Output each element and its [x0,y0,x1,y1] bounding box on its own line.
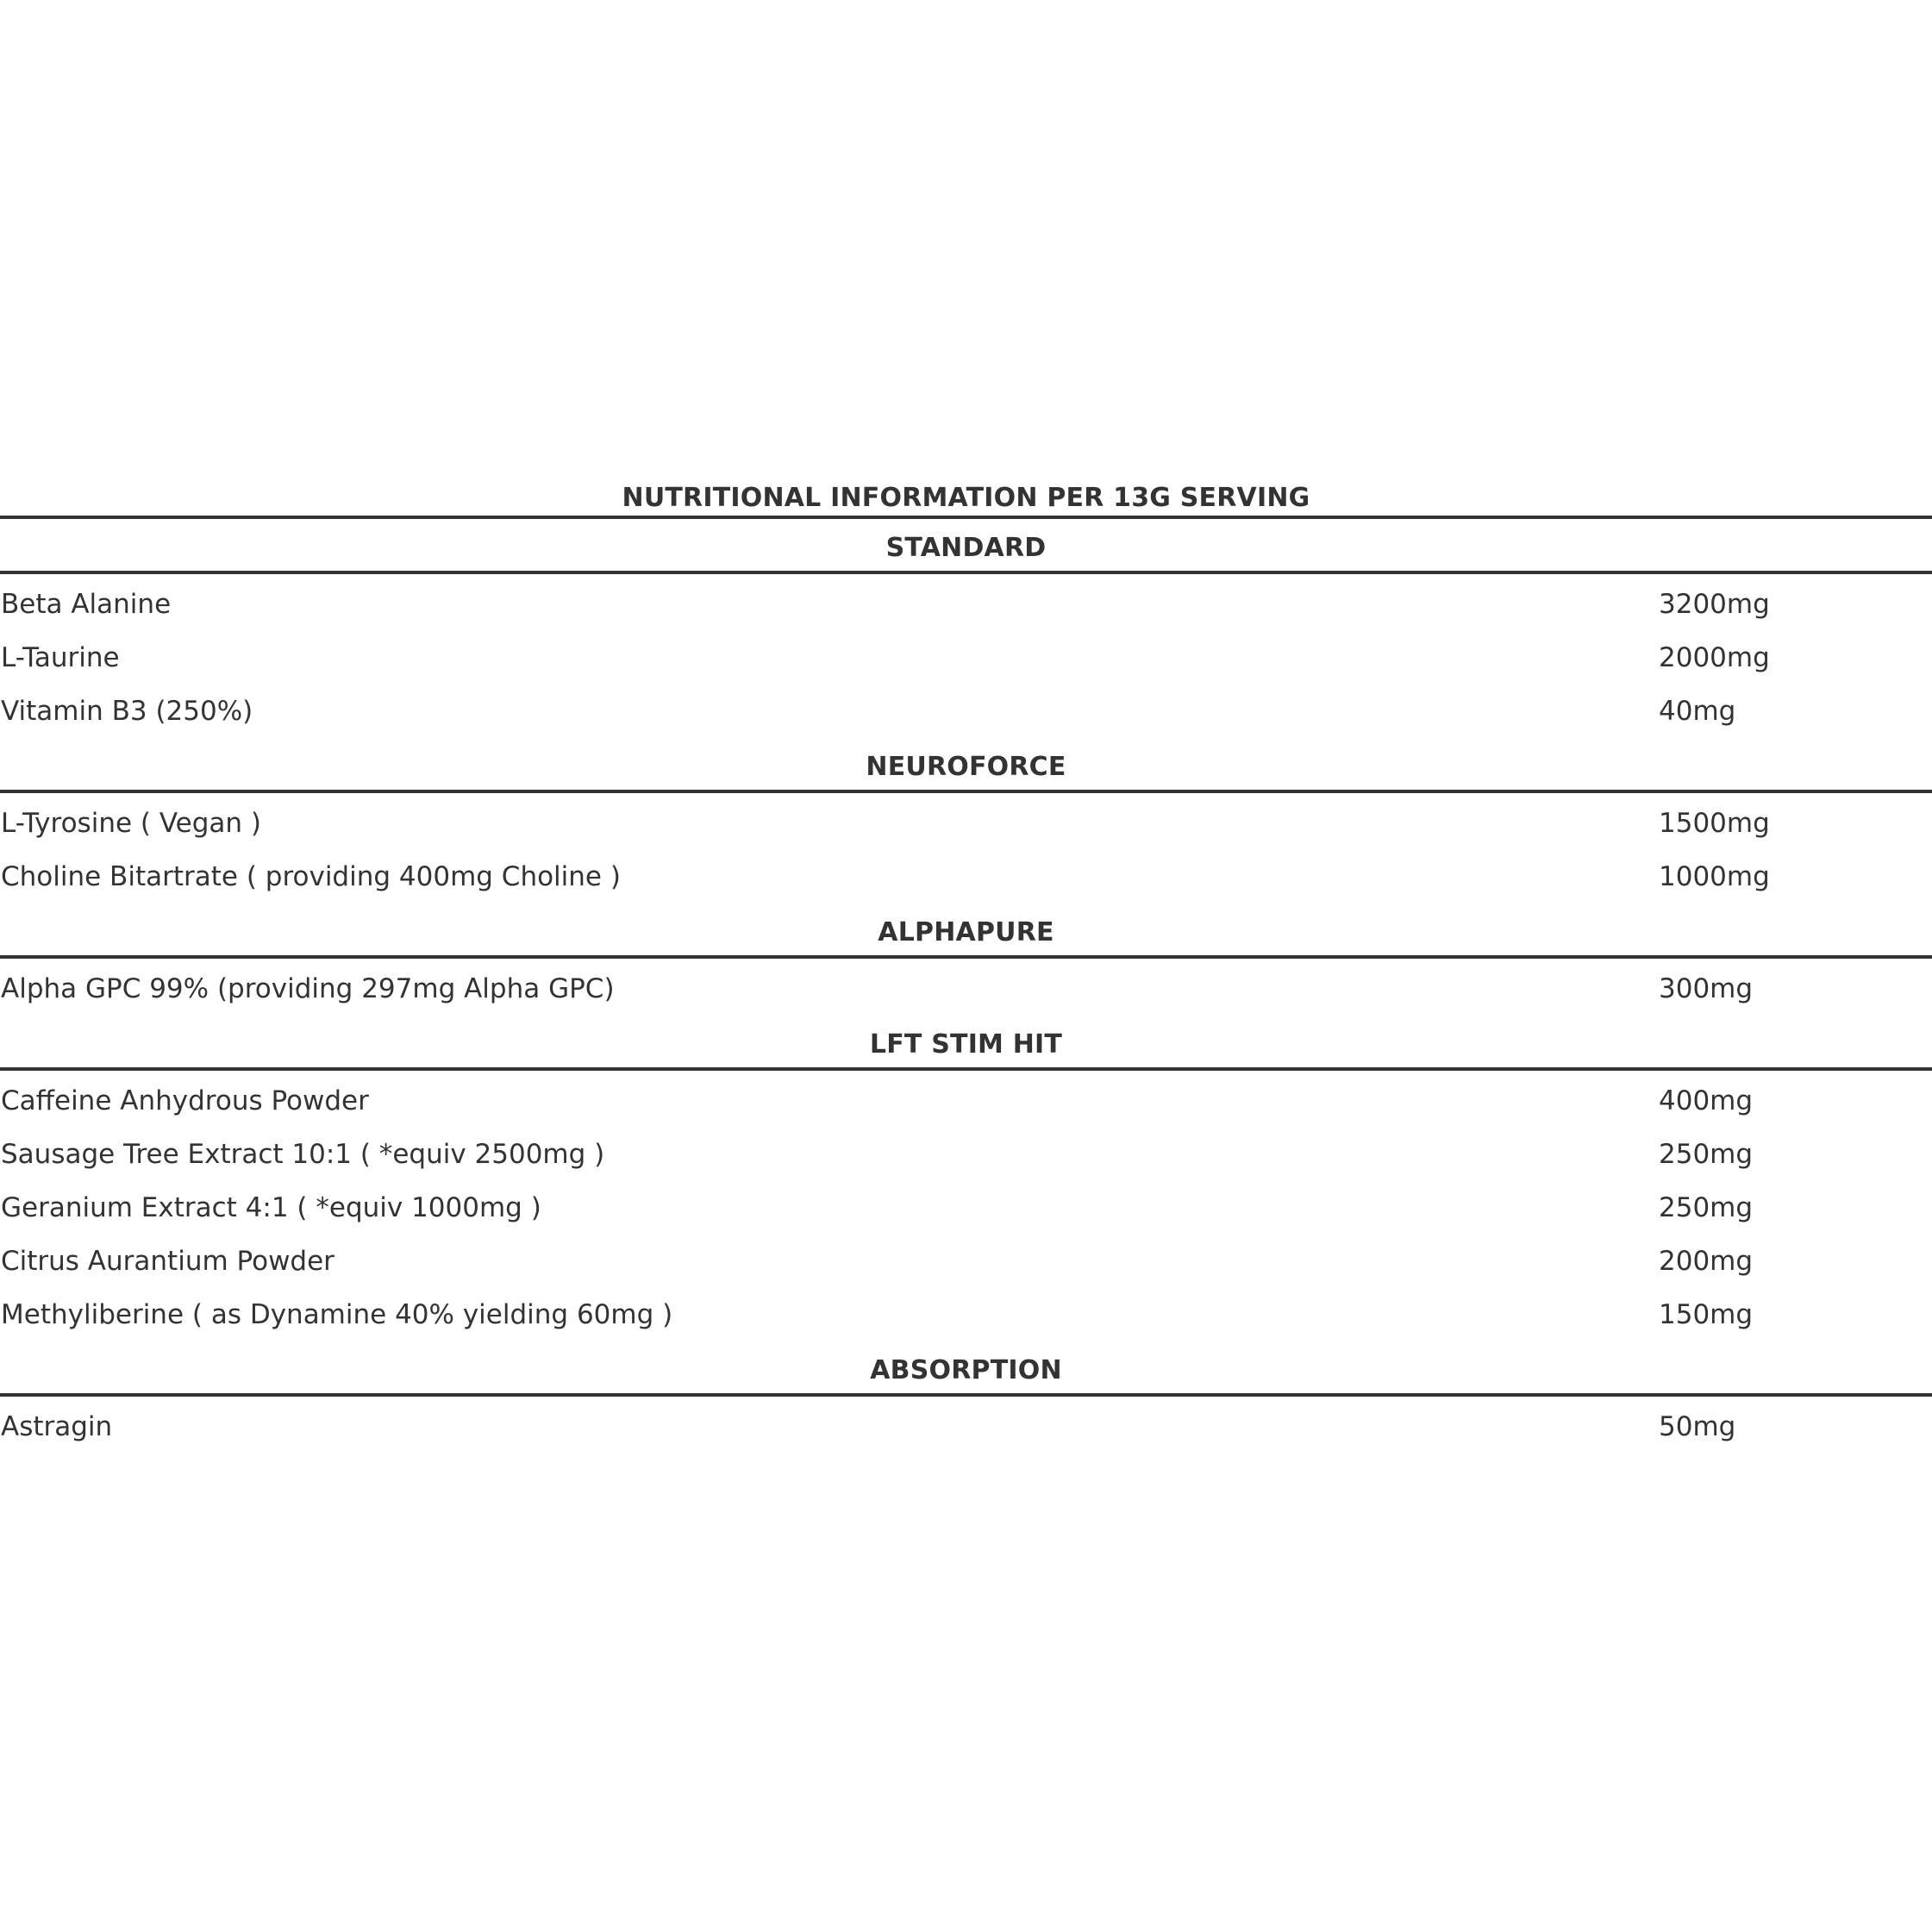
table-row [0,1181,1932,1235]
nutrition-table [0,464,1932,1454]
section-header-lft-stim-hit: LFT STIM HIT [0,1016,1932,1071]
ingredient-name: Caffeine Anhydrous Powder [1,1085,369,1116]
ingredient-name: Astragin [1,1411,113,1442]
table-title: NUTRITIONAL INFORMATION PER 13G SERVING [0,464,1932,519]
section-header-neuroforce: NEUROFORCE [0,738,1932,793]
table-row [0,1288,1932,1341]
ingredient-amount: 1000mg [1659,861,1770,892]
ingredient-name: Sausage Tree Extract 10:1 ( *equiv 2500mg ) [1,1139,605,1170]
ingredient-amount: 50mg [1659,1411,1736,1442]
ingredient-name: L-Tyrosine ( Vegan ) [1,808,261,839]
section-header-alphapure: ALPHAPURE [0,903,1932,959]
ingredient-amount: 250mg [1659,1192,1754,1223]
ingredient-amount: 150mg [1659,1299,1754,1330]
ingredient-name: Beta Alanine [1,589,172,620]
section-header-standard: STANDARD [0,519,1932,574]
table-row [0,685,1932,738]
ingredient-name: Methyliberine ( as Dynamine 40% yielding 60mg ) [1,1299,673,1330]
section-header-absorption: ABSORPTION [0,1341,1932,1397]
ingredient-amount: 300mg [1659,973,1754,1004]
ingredient-amount: 3200mg [1659,589,1770,620]
ingredient-name: L-Taurine [1,642,120,673]
ingredient-amount: 400mg [1659,1085,1754,1116]
ingredient-name: Alpha GPC 99% (providing 297mg Alpha GPC) [1,973,615,1004]
ingredient-name: Geranium Extract 4:1 ( *equiv 1000mg ) [1,1192,541,1223]
ingredient-name: Citrus Aurantium Powder [1,1246,335,1277]
table-row [0,850,1932,903]
ingredient-amount: 1500mg [1659,808,1770,839]
table-row [0,1400,1932,1454]
table-row [0,631,1932,685]
table-row [0,1235,1932,1288]
table-row [0,797,1932,850]
ingredient-name: Vitamin B3 (250%) [1,696,253,727]
ingredient-name: Choline Bitartrate ( providing 400mg Choline ) [1,861,621,892]
table-row [0,1128,1932,1181]
table-row [0,578,1932,631]
ingredient-amount: 200mg [1659,1246,1754,1277]
ingredient-amount: 250mg [1659,1139,1754,1170]
ingredient-amount: 40mg [1659,696,1736,727]
ingredient-amount: 2000mg [1659,642,1770,673]
table-row [0,1074,1932,1128]
table-row [0,962,1932,1016]
